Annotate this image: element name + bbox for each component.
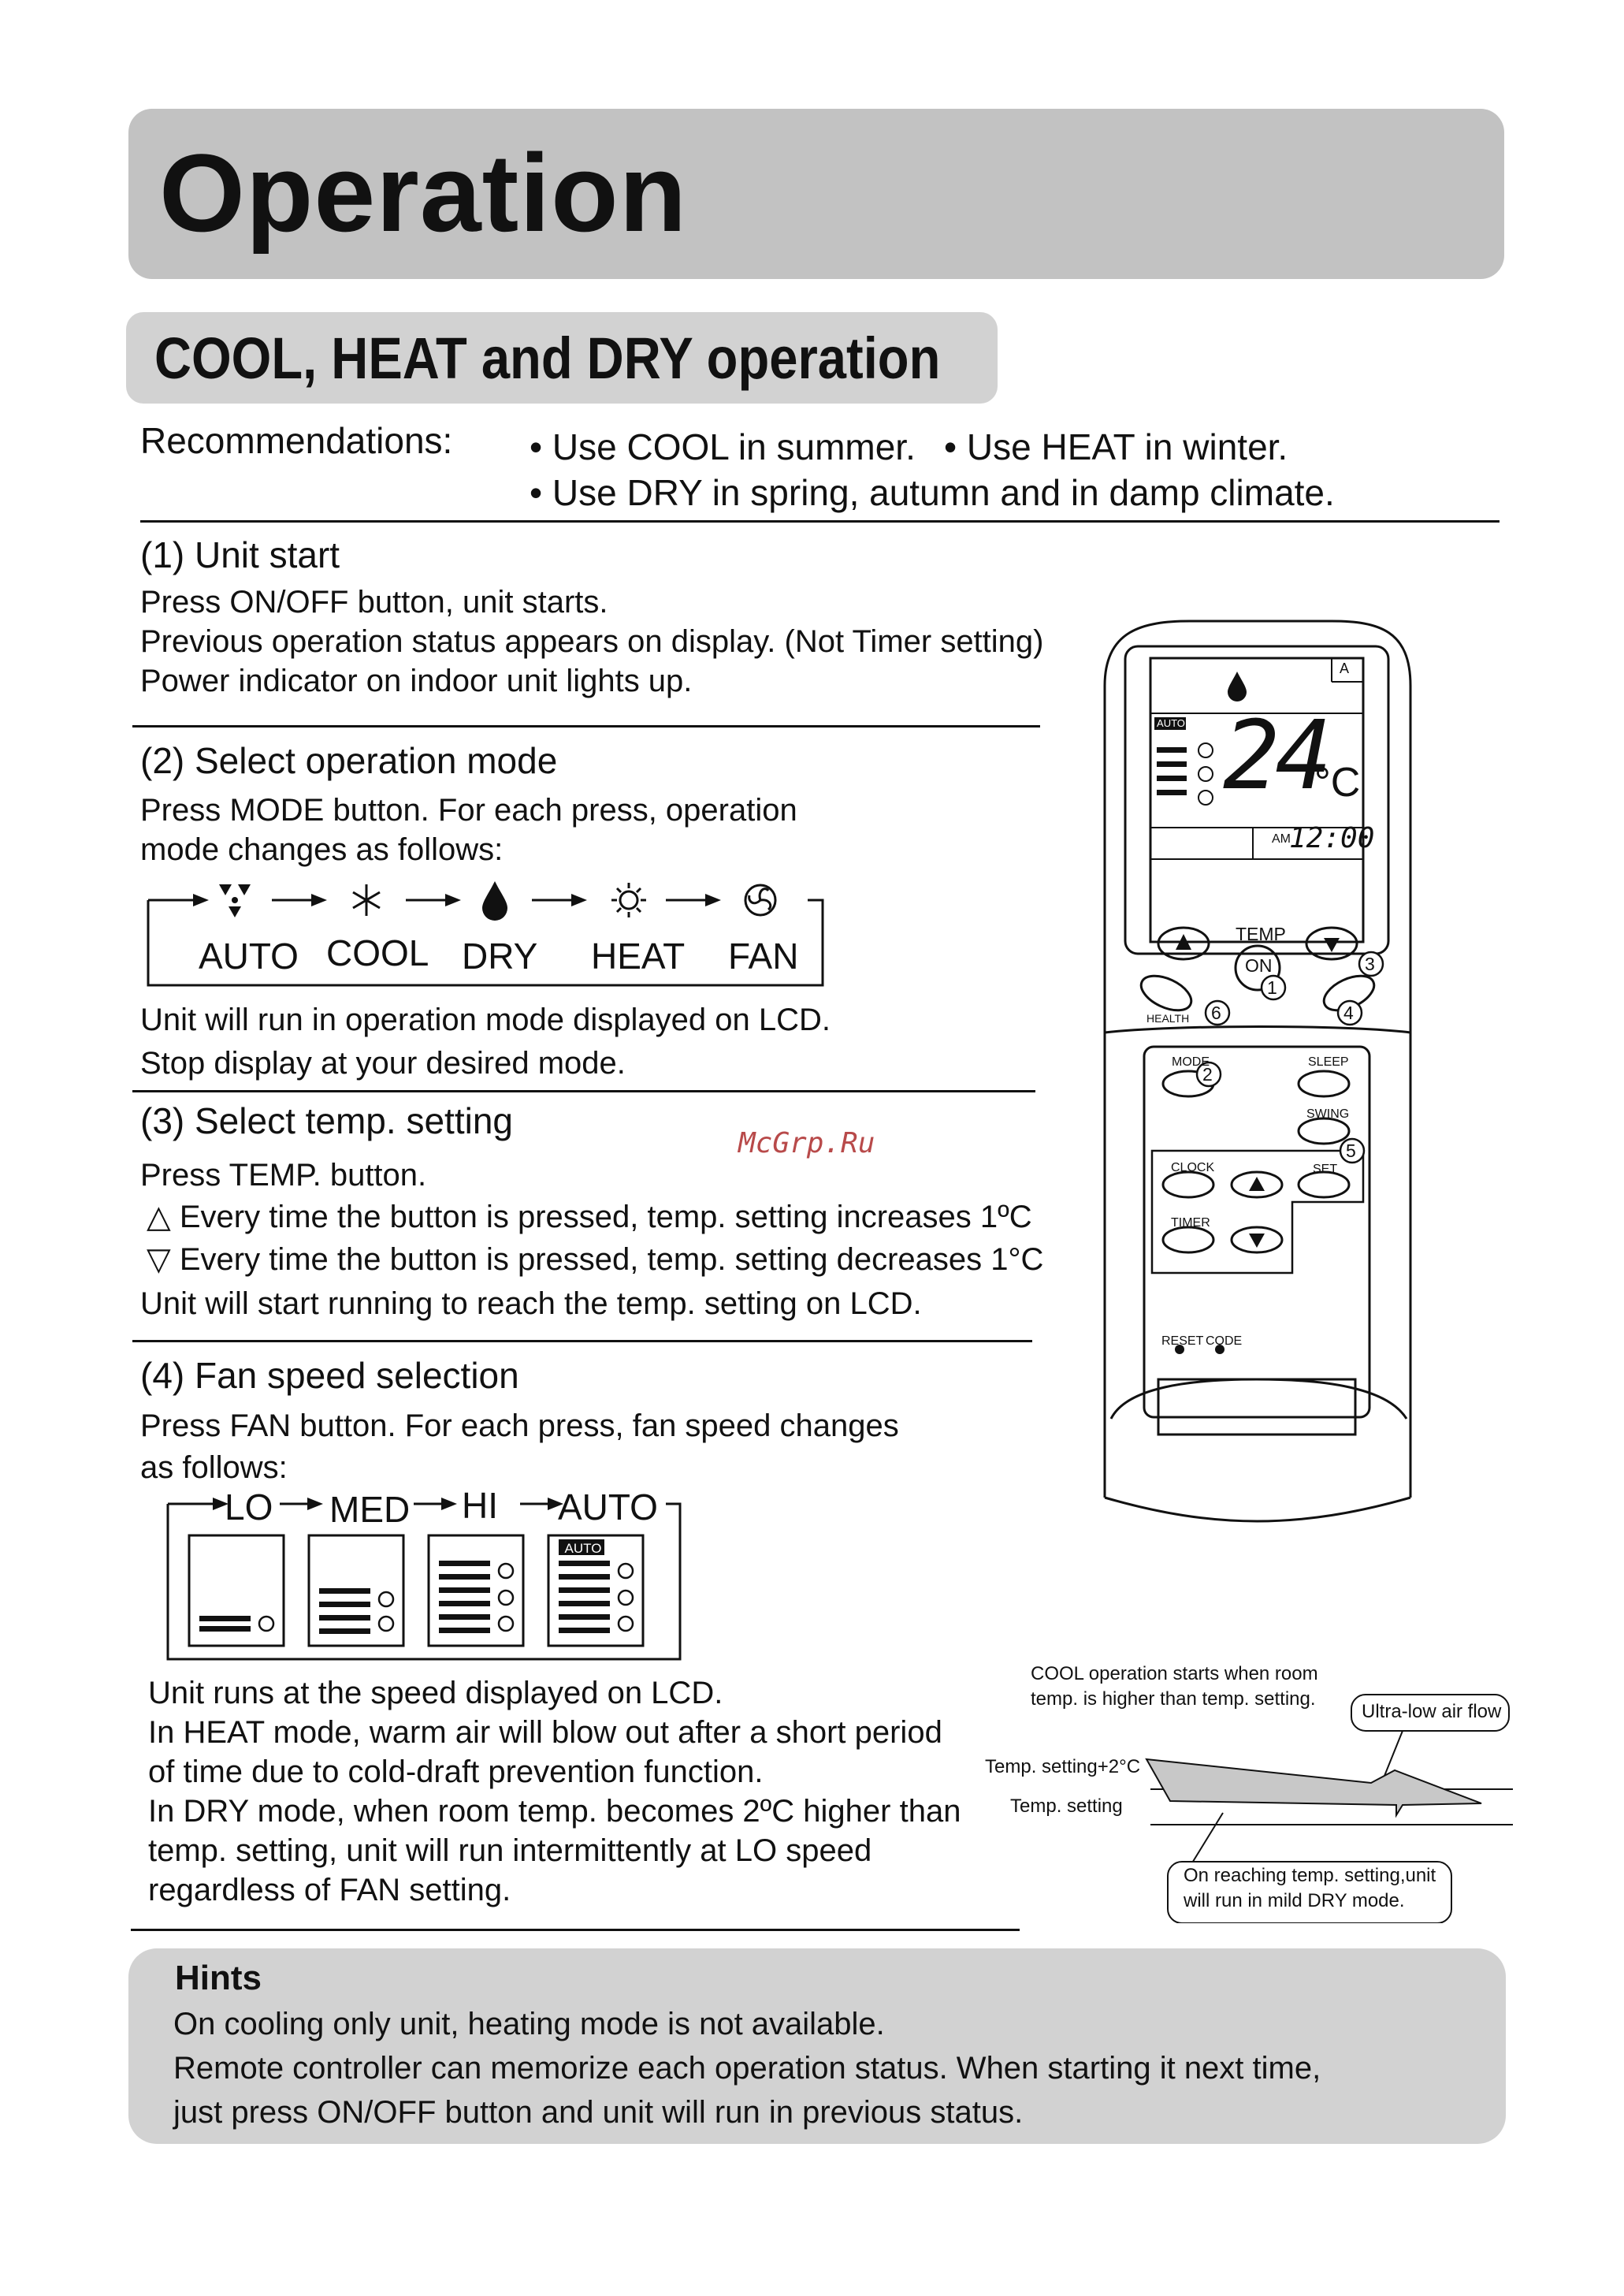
step3-line: Unit will start running to reach the temp. setting on LCD. [140, 1286, 922, 1321]
callout-number: 1 [1267, 977, 1277, 998]
watermark: McGrp.Ru [738, 1127, 875, 1159]
step3-line: Press TEMP. button. [140, 1158, 427, 1193]
mode-label-heat: HEAT [591, 936, 686, 977]
fan-mode-icon [745, 885, 775, 915]
mild-dry-note: On reaching temp. setting,unit [1184, 1865, 1436, 1886]
hint-line: Remote controller can memorize each operation status. When starting it next time, [173, 2051, 1321, 2086]
step2-after: Stop display at your desired mode. [140, 1046, 626, 1081]
auto-badge: AUTO [564, 1541, 602, 1556]
hint-line: On cooling only unit, heating mode is not available. [173, 2007, 885, 2041]
step1-line: Power indicator on indoor unit lights up. [140, 664, 693, 698]
lcd-ampm: AM [1272, 832, 1291, 846]
recommendations-label: Recommendations: [140, 420, 453, 461]
cool-mode-icon [353, 884, 380, 916]
callout-number: 2 [1202, 1064, 1213, 1085]
cool-note: COOL operation starts when room [1031, 1663, 1318, 1684]
mode-label-cool: COOL [326, 932, 429, 973]
lcd-drop-icon [1228, 672, 1247, 701]
callout-number: 4 [1343, 1003, 1354, 1023]
mode-label: MODE [1172, 1055, 1210, 1069]
step1-line: Press ON/OFF button, unit starts. [140, 585, 608, 620]
divider [132, 725, 1040, 728]
step4-after: In DRY mode, when room temp. becomes 2ºC higher than [148, 1794, 961, 1829]
timer-label: TIMER [1171, 1216, 1210, 1230]
step2-line: Press MODE button. For each press, operation [140, 793, 797, 828]
speed-label-lo: LO [225, 1487, 273, 1528]
hints-title: Hints [175, 1959, 262, 1997]
set-label: SET [1313, 1163, 1338, 1176]
divider [131, 1929, 1020, 1931]
on-label: ON [1245, 955, 1273, 976]
callout-number: 3 [1365, 954, 1375, 974]
step1-line: Previous operation status appears on display. (Not Timer setting) [140, 624, 1044, 659]
health-label: HEALTH [1146, 1012, 1190, 1025]
auto-mode-icon [219, 884, 251, 917]
section-title: COOL, HEAT and DRY operation [154, 326, 941, 391]
recommendation-heat: • Use HEAT in winter. [944, 426, 1288, 467]
step2-title: (2) Select operation mode [140, 740, 558, 781]
divider [140, 520, 1500, 523]
page-title: Operation [159, 131, 688, 255]
speed-label-auto: AUTO [558, 1487, 658, 1528]
divider [132, 1090, 1035, 1092]
step2-after: Unit will run in operation mode displayed on LCD. [140, 1003, 831, 1037]
step4-after: In HEAT mode, warm air will blow out after a short period [148, 1715, 942, 1750]
callout-number: 5 [1346, 1141, 1356, 1161]
reset-label: RESET [1161, 1334, 1204, 1348]
lcd-temp-unit: °C [1314, 760, 1361, 806]
step4-line: Press FAN button. For each press, fan speed changes [140, 1408, 899, 1443]
heat-mode-icon [611, 883, 646, 917]
step4-after: Unit runs at the speed displayed on LCD. [148, 1676, 723, 1710]
ultra-low-label: Ultra-low air flow [1362, 1701, 1502, 1722]
step4-title: (4) Fan speed selection [140, 1355, 519, 1396]
step2-line: mode changes as follows: [140, 832, 504, 867]
swing-label: SWING [1306, 1107, 1350, 1121]
speed-label-med: MED [329, 1489, 411, 1530]
mild-dry-note: will run in mild DRY mode. [1184, 1890, 1405, 1911]
temp-label: TEMP [1236, 924, 1286, 944]
clock-label: CLOCK [1171, 1161, 1215, 1174]
step4-after: regardless of FAN setting. [148, 1873, 511, 1907]
setting-plus-label: Temp. setting+2°C [985, 1756, 1141, 1777]
cool-note: temp. is higher than temp. setting. [1031, 1688, 1316, 1710]
divider [132, 1340, 1032, 1342]
callout-number: 6 [1211, 1003, 1221, 1023]
speed-label-hi: HI [462, 1485, 498, 1526]
step3-line: ▽ Every time the button is pressed, temp. setting decreases 1°C [147, 1242, 1044, 1277]
mode-label-auto: AUTO [199, 936, 299, 977]
mode-label-fan: FAN [728, 936, 799, 977]
step4-after: of time due to cold-draft prevention function. [148, 1755, 764, 1789]
lcd-auto-badge: AUTO [1157, 717, 1185, 729]
setting-label: Temp. setting [1010, 1795, 1123, 1817]
recommendation-cool: • Use COOL in summer. [530, 426, 916, 467]
sleep-label: SLEEP [1308, 1055, 1349, 1069]
step3-title: (3) Select temp. setting [140, 1100, 513, 1141]
dry-mode-icon [482, 881, 507, 921]
recommendation-dry: • Use DRY in spring, autumn and in damp climate. [530, 472, 1335, 513]
mode-label-dry: DRY [462, 936, 538, 977]
step4-line: as follows: [140, 1450, 288, 1485]
code-label: CODE [1206, 1334, 1243, 1348]
lcd-temperature: 24 [1223, 701, 1328, 811]
step3-line: △ Every time the button is pressed, temp. setting increases 1ºC [147, 1200, 1032, 1234]
step1-title: (1) Unit start [140, 534, 340, 575]
hint-line: just press ON/OFF button and unit will run in previous status. [173, 2095, 1024, 2130]
step4-after: temp. setting, unit will run intermittently at LO speed [148, 1833, 872, 1868]
lcd-corner-label: A [1340, 661, 1350, 676]
lcd-clock: 12:00 [1289, 822, 1375, 854]
